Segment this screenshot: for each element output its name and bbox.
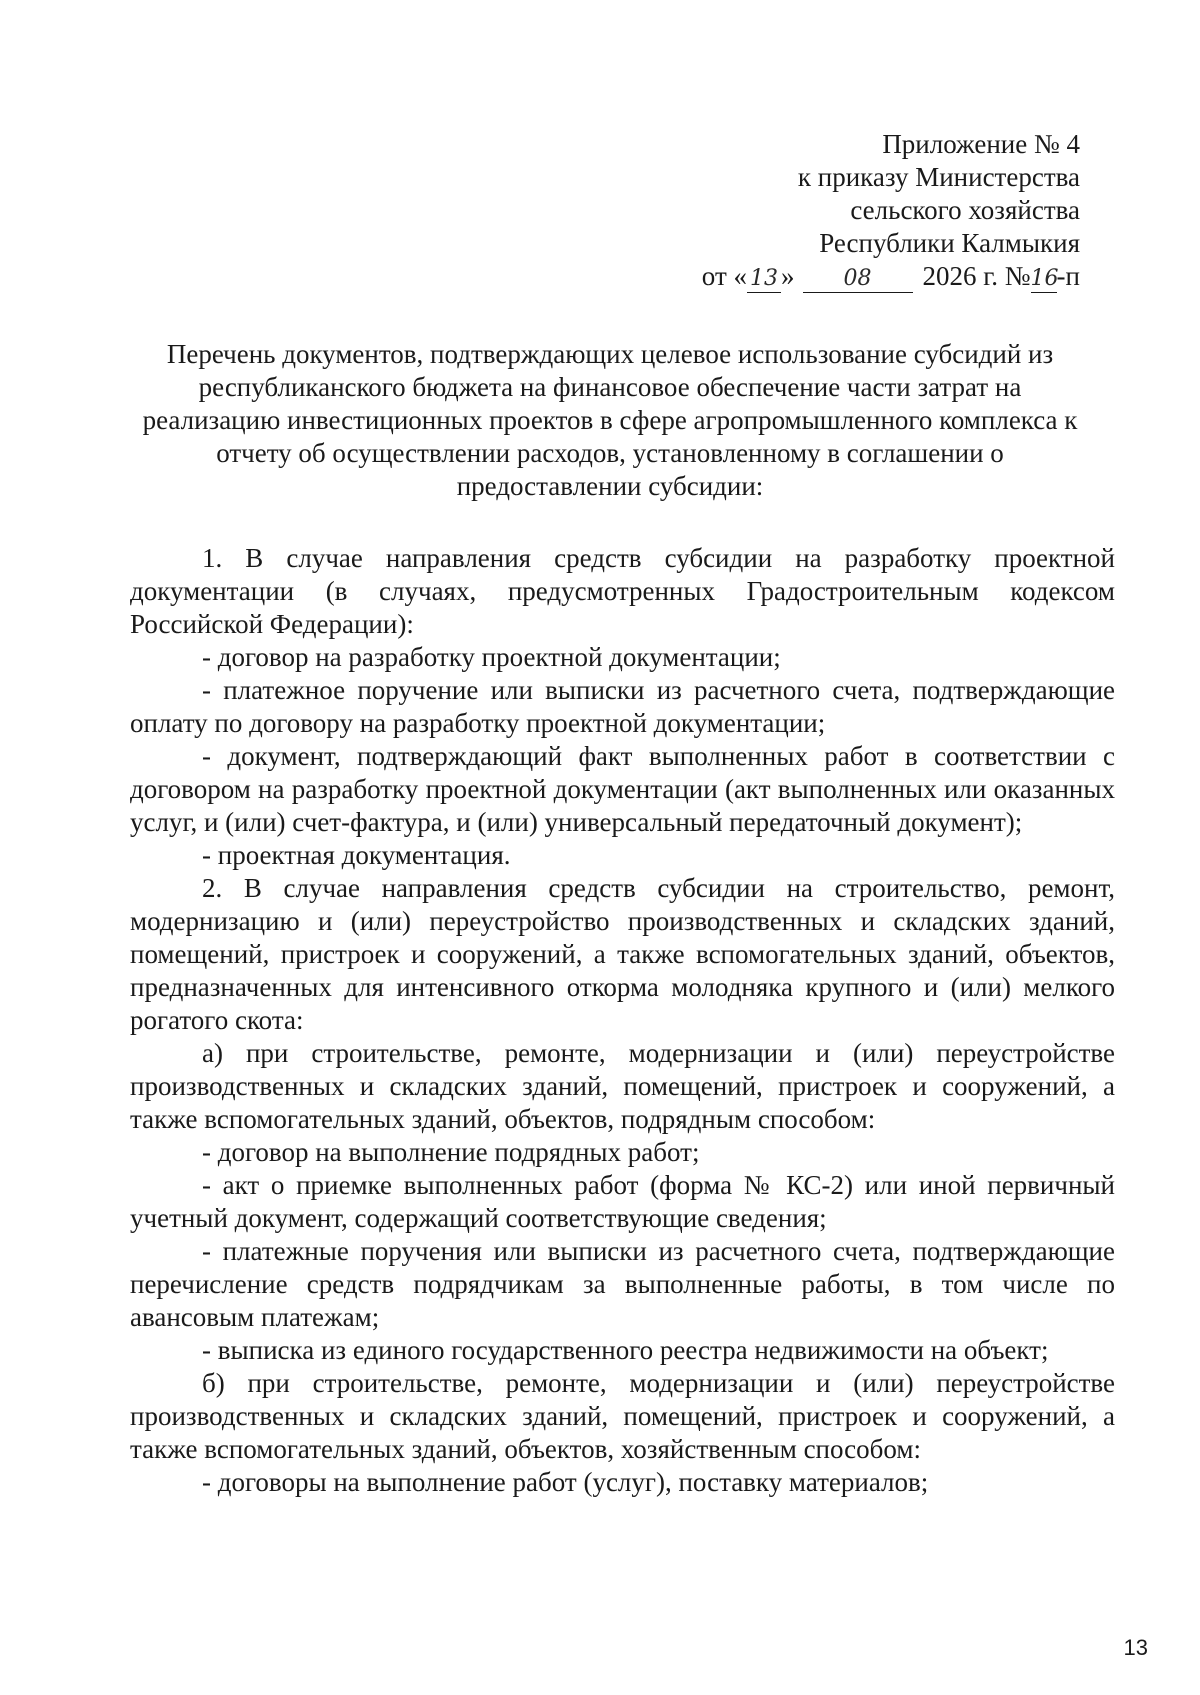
ministry-name: сельского хозяйства (850, 195, 1080, 225)
order-suffix: -п (1056, 261, 1080, 291)
handwritten-order-number: 16 (1030, 266, 1059, 291)
paragraph: - выписка из единого государственного реестра недвижимости на объект; (202, 1335, 1049, 1365)
paragraph: а) при строительстве, ремонте, модернизации и (или) переустройстве производственных и складских зданий, помещений, пристроек и сооружений, а также вспомогательных зданий, объектов, подрядным способом: (130, 1038, 1115, 1134)
republic-name: Республики Калмыкия (819, 228, 1080, 258)
order-reference: к приказу Министерства (797, 162, 1080, 192)
handwritten-month: 08 (803, 266, 913, 293)
paragraph: - договор на выполнение подрядных работ; (202, 1137, 700, 1167)
handwritten-day: 13 (747, 266, 781, 293)
appendix-number: Приложение № 4 (882, 129, 1080, 159)
appendix-header (560, 128, 1080, 293)
date-year: 2026 г. № (922, 261, 1031, 291)
order-date-line (560, 260, 1080, 293)
paragraph: - договор на разработку проектной документации; (202, 642, 781, 672)
paragraph: б) при строительстве, ремонте, модернизации и (или) переустройстве производственных и складских зданий, помещений, пристроек и сооружений, а также вспомогательных зданий, объектов, хозяйственным способом: (130, 1368, 1115, 1464)
paragraph: 2. В случае направления средств субсидии на строительство, ремонт, модернизацию и (или) переустройство производственных и складских зданий, помещений, пристроек и сооружений, а также вспомогательных зданий, объектов, предназначенных для интенсивного откорма молодняка крупного и (или) мелкого рогатого скота: (130, 873, 1115, 1035)
page-number: 13 (1123, 1635, 1148, 1660)
document-title: Перечень документов, подтверждающих целевое использование субсидий из республиканского бюджета на финансовое обеспечение части затрат на реализацию инвестиционных проектов в сфере агропромышленного комплекса к отчету об осуществлении расходов, установленному в соглашении о предоставлении субсидии: (142, 339, 1078, 501)
paragraph: - договоры на выполнение работ (услуг), поставку материалов; (202, 1467, 929, 1497)
paragraph: - проектная документация. (202, 840, 511, 870)
paragraph: - документ, подтверждающий факт выполненных работ в соответствии с договором на разработку проектной документации (акт выполненных или оказанных услуг, и (или) счет-фактура, и (или) универсальный передаточный документ); (130, 741, 1115, 837)
paragraph: - акт о приемке выполненных работ (форма № КС-2) или иной первичный учетный документ, содержащий соответствующие сведения; (130, 1170, 1115, 1233)
paragraph: 1. В случае направления средств субсидии на разработку проектной документации (в случаях, предусмотренных Градостроительным кодексом Российской Федерации): (130, 543, 1115, 639)
document-body (130, 542, 1115, 1499)
paragraph: - платежное поручение или выписки из расчетного счета, подтверждающие оплату по договору на разработку проектной документации; (130, 675, 1115, 738)
paragraph: - платежные поручения или выписки из расчетного счета, подтверждающие перечисление средств подрядчикам за выполненные работы, в том числе по авансовым платежам; (130, 1236, 1115, 1332)
date-prefix: от « (701, 261, 747, 291)
date-mid: » (781, 261, 795, 291)
